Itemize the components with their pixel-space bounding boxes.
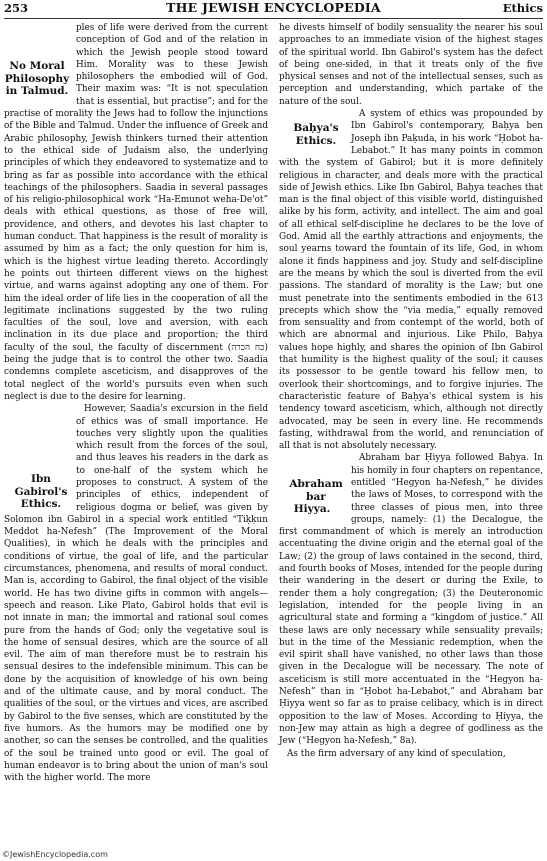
paragraph: Abraham bar Hiyya. Abraham bar Ḥiyya followed Baḥya. In his homily in four chapters on repentance, entitled “Hegyon ha-Nefesh,” he divides the laws of Moses, to correspond with the three classes of pious men, into three groups, namely: (1) the Decalogue, the first commandment of which is merely an introduction accentuating the divine origin and the eternal goal of the Law; (2) the group of laws contained in the second, third, and fourth books of Moses, intended for the people during their wandering in the desert or during the Exile, to render them a holy congregation; (3) the Deuteronomic legislation, intended for the people living in an agricultural state and forming a “kingdom of justice.” All these laws are only necessary while sensuality prevails; but in the time of the Messianic redemption, when the evil spirit shall have vanished, no other laws than those given in the Decalogue will be necessary. The note of asceticism is still more accentuated in the “Hegyon ha-Nefesh” than in “Ḥobot ha-Lebabot,” and Abraham bar Ḥiyya went so far as to praise celibacy, which is in direct opposition to the law of Moses. According to Ḥiyya, the non-Jew may attain as high a degree of godliness as the Jew (“Hegyon ha-Nefesh,” 8a). — [279, 453, 543, 747]
paragraph: Baḥya's Ethics. A system of ethics was propounded by Ibn Gabirol's contemporary, Baḥya ben Joseph ibn Paḳuda, in his work “Ḥobot ha-Lebabot.” It has many points in common with the system of Gabirol; but it is more definitely religious in character, and deals more with the practical side of Jewish ethics. Like Ibn Gabirol, Baḥya teaches that man is the final object of this visible world, distinguished alike by his form, activity, and intellect. The aim and goal of all ethical self-discipline he declares to be the love of God. Amid all the earthly attractions and enjoyments, the soul yearns toward the fountain of its life, God, in whom alone it finds happiness and joy. Study and self-discipline are the means by which the soul is diverted from the evil passions. The standard of morality is the Law; but one must penetrate into the sentiments embodied in the 613 precepts which show the “via media,” equally removed from sensuality and from contempt of the world, both of which are abnormal and injurious. Like Philo, Baḥya values hope highly, and shares the opinion of Ibn Gabirol that humility is the highest quality of the soul; it causes its possessor to be gentle toward his fellow men, to overlook their shortcomings, and to forgive injuries. The characteristic feature of Baḥya's ethical system is his tendency toward asceticism, which, although not directly advocated, may be seen in every line. He recommends fasting, withdrawal from the world, and renunciation of all that is not absolutely necessary. — [279, 109, 543, 452]
paragraph: Ibn Gabirol's Ethics. However, Saadia's excursion in the field of ethics was of small importance. He touches very slightly upon the qualities which result from the forces of the soul, and thus leaves his readers in the dark as to one-half of the system which he proposes to construct. A system of the principles of ethics, independent of religious dogma or belief, was given by Solomon ibn Gabirol in a special work entitled “Tiḳḳun Meddot ha-Nefesh” (The Improvement of the Moral Qualities), in which he deals with the principles and conditions of virtue, the goal of life, and the particular circumstances, phenomena, and results of moral conduct. Man is, according to Gabirol, the final object of the visible world. He has two divine gifts in common with angels—speech and reason. Like Plato, Gabirol holds that evil is not innate in man; the immortal and rational soul comes pure from the hands of God; only the vegetative soul is the home of sensual desires, which are the source of all evil. The aim of man therefore must be to restrain his sensual desires to the indefensible minimum. This can be done by the acquisition of knowledge of his own being and of the ultimate cause, and by moral conduct. The qualities of the soul, or the virtues and vices, are ascribed by Gabirol to the five senses, which are constituted by the five humors. As the humors may be modified one by another, so can the senses be controlled, and the qualities of the soul be trained unto good or evil. The goal of human endeavor is to bring about the union of man's soul with the higher world. The more — [4, 404, 268, 784]
footer-credit: ©JewishEncyclopedia.com — [2, 850, 108, 859]
header-rule — [4, 18, 543, 19]
right-column — [279, 22, 543, 760]
side-heading-bahya: Baḥya's Ethics. — [293, 122, 339, 147]
paragraph: As the firm adversary of any kind of speculation, — [287, 748, 506, 759]
side-heading-ibn-gabirol: Ibn Gabirol's Ethics. — [14, 473, 68, 511]
side-heading-no-moral-philosophy: No Moral Philosophy in Talmud. — [4, 60, 70, 97]
page-number: 253 — [4, 1, 29, 15]
page-header — [4, 0, 543, 18]
section-title: Ethics — [502, 1, 543, 15]
paragraph: No Moral Philosophy in Talmud. ples of life were derived from the current conception of God and of the relation in which the Jewish people stood toward Him. Morality was to these Jewish philosophers the embodied will of God. Their maxim was: “It is not speculation that is essential, but practise”; and for the practise of morality the Jews had to follow the injunctions of the Bible and Talmud. Under the influence of Greek and Arabic philosophy, Jewish thinkers turned their attention to the ethical side of Judaism also, the underlying principles of which they endeavored to systematize and to bring as far as possible into accordance with the ethical teachings of the philosophers. Saadia in several passages of his religio-philosophical work “Ha-Emunot weha-De'ot” deals with ethical questions, as those of free will, providence, and others, and devotes his last chapter to human conduct. That happiness is the result of morality is assumed by him as a fact; the only question for him is, which is the highest virtue leading thereto. Accordingly he points out thirteen different views on the highest virtue, and warns against adopting any one of them. For him the ideal order of life lies in the cooperation of all the legitimate inclinations suggested by the two ruling faculties of the soul, love and aversion, with each inclination in its due place and proportion; the third faculty of the soul, the faculty of discernment (כח הכרה) being the judge that is to control the other two. Saadia condemns complete asceticism, and disapproves of the total neglect of the world's pursuits even when such neglect is due to the desire for learning. — [4, 23, 269, 402]
left-column — [4, 22, 268, 784]
running-title: THE JEWISH ENCYCLOPEDIA — [166, 0, 381, 15]
paragraph: he divests himself of bodily sensuality the nearer his soul approaches to an immediate vision of the highest stages of the spiritual world. Ibn Gabirol's system has the defect of being one-sided, in that it treats only of the five physical senses and not of the intellectual senses, such as perception and understanding, which partake of the nature of the soul. — [279, 23, 543, 107]
side-heading-abraham-bar-hiyya: Abraham bar Hiyya. — [289, 478, 343, 516]
